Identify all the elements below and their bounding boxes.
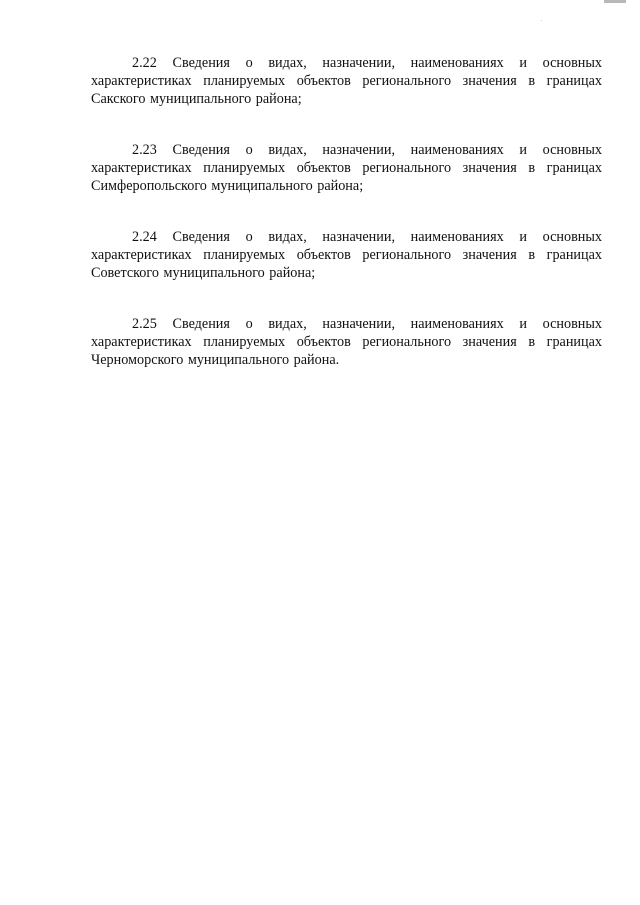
scan-speck bbox=[541, 20, 542, 21]
paragraph-2-22: 2.22 Сведения о видах, назначении, наименованиях и основных характеристиках планируемых объектов регионального значения в границах Сакского муниципального района; bbox=[91, 55, 602, 107]
paragraph-2-23: 2.23 Сведения о видах, назначении, наименованиях и основных характеристиках планируемых объектов регионального значения в границах Симферопольского муниципального района; bbox=[91, 142, 602, 194]
paragraph-2-24: 2.24 Сведения о видах, назначении, наименованиях и основных характеристиках планируемых объектов регионального значения в границах Советского муниципального района; bbox=[91, 229, 602, 281]
scan-edge-mark bbox=[604, 0, 626, 3]
paragraph-2-25: 2.25 Сведения о видах, назначении, наименованиях и основных характеристиках планируемых объектов регионального значения в границах Черноморского муниципального района. bbox=[91, 316, 602, 368]
document-body bbox=[91, 54, 602, 402]
